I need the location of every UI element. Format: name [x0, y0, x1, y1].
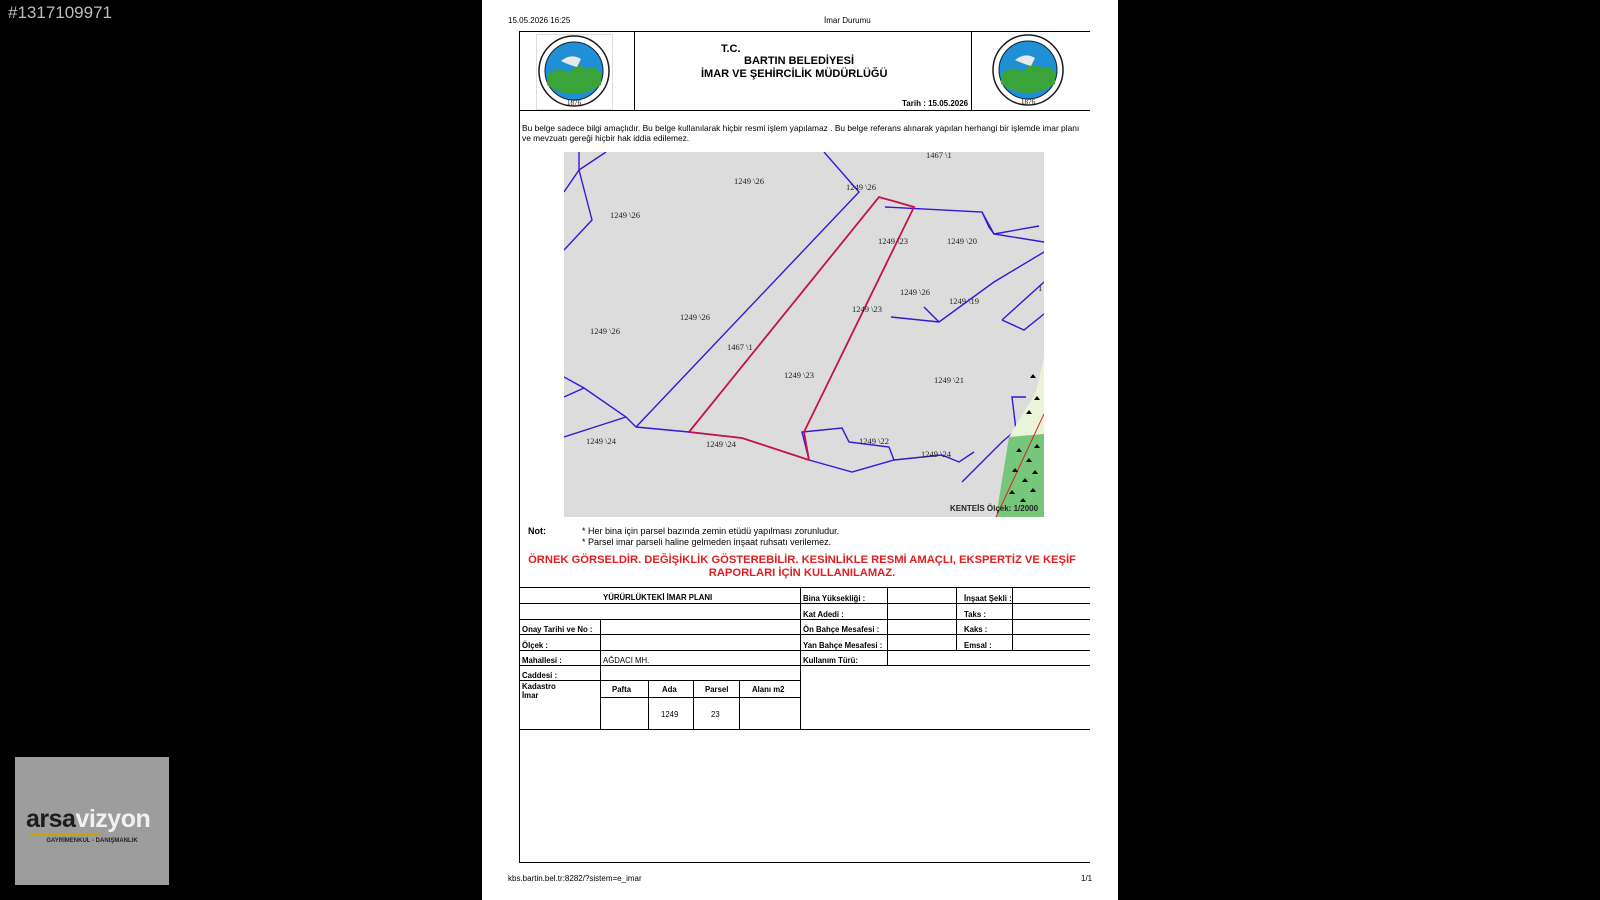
- parcel-lines: [564, 152, 1044, 517]
- footer-url: kbs.bartin.bel.tr:8282/?sistem=e_imar: [508, 874, 642, 883]
- municipality-seal-left: [536, 34, 613, 110]
- olcek-label: Ölçek :: [522, 641, 549, 650]
- parcel-label: 1249 \26: [590, 326, 620, 336]
- col-alan: Alanı m2: [752, 685, 785, 694]
- bina-yuksekligi-label: Bina Yüksekliği :: [803, 594, 866, 603]
- parcel-label: 1249 \20: [947, 236, 977, 246]
- kullanim-turu-label: Kullanım Türü:: [803, 656, 859, 665]
- agency-logo-subtitle: GAYRİMENKUL - DANIŞMANLIK: [46, 838, 138, 844]
- disclaimer-text: Bu belge sadece bilgi amaçlıdır. Bu belge kullanılarak hiçbir resmi işlem yapılamaz . Bu belge referans alınarak yapılan herhangi bir işlemde imar planı ve mevzuatı gereği hiçbir hak iddia edilemez.: [522, 123, 1080, 143]
- parcel-label: 1249 \23: [852, 304, 882, 314]
- parcel-label: 1249 \19: [949, 296, 979, 306]
- parcel-label: 1249 \26: [610, 210, 640, 220]
- parcel-label: 1467 \1: [727, 342, 753, 352]
- agency-logo-name: [26, 805, 150, 834]
- print-datetime: 15.05.2026 16:25: [508, 16, 571, 25]
- divider: [648, 680, 649, 729]
- listing-id: #1317109971: [8, 3, 113, 22]
- insaat-sekli-label: İnşaat Şekli :: [964, 594, 1012, 603]
- emsal-label: Emsal :: [964, 641, 992, 650]
- municipality-seal-right: [991, 34, 1066, 108]
- parcel-label: 1249 \26: [846, 182, 876, 192]
- print-title: İmar Durumu: [824, 16, 871, 25]
- document-page: [482, 0, 1118, 900]
- parcel-label: 1249 \23: [878, 236, 908, 246]
- divider: [956, 587, 957, 650]
- on-bahce-label: Ön Bahçe Mesafesi :: [803, 625, 880, 634]
- divider: [634, 31, 635, 111]
- header-line-2: BARTIN BELEDİYESİ: [744, 55, 855, 67]
- logo-part1: arsa: [26, 805, 76, 833]
- warning-text: ÖRNEK GÖRSELDİR. DEĞİŞİKLİK GÖSTEREBİLİR. KESİNLİKLE RESMİ AMAÇLI, EKSPERTİZ VE KEŞİF RAPORLARI İÇİN KULLANILAMAZ.: [528, 554, 1076, 579]
- header-line-1: T.C.: [721, 43, 741, 55]
- kat-adedi-label: Kat Adedi :: [803, 610, 844, 619]
- parcel-label: 1249 \26: [900, 287, 930, 297]
- parcel-label: 1249 \26: [734, 176, 764, 186]
- divider: [519, 665, 1090, 666]
- yan-bahce-label: Yan Bahçe Mesafesi :: [803, 641, 883, 650]
- imar-label: İmar: [522, 691, 539, 700]
- divider: [519, 680, 800, 681]
- divider: [693, 680, 694, 729]
- header-line-3: İMAR VE ŞEHİRCİLİK MÜDÜRLÜĞÜ: [701, 68, 888, 80]
- divider: [519, 587, 1090, 588]
- divider: [1012, 587, 1013, 650]
- logo-underline: [29, 833, 99, 836]
- parcel-label: 1249 \24: [586, 436, 616, 446]
- divider: [519, 729, 1090, 730]
- cadastral-map: [564, 152, 1044, 517]
- parcel-label: 1249 \21: [934, 375, 964, 385]
- cell-ada: 1249: [661, 710, 679, 719]
- parcel-label: 1249 \24: [921, 449, 951, 459]
- divider: [600, 697, 800, 698]
- parcel-label: 1249 \24: [706, 439, 736, 449]
- divider: [887, 587, 888, 665]
- footer-page-number: 1/1: [1081, 874, 1093, 883]
- cell-parsel: 23: [711, 710, 720, 719]
- map-scale: KENTEİS Ölçek: 1/2000: [950, 504, 1039, 513]
- divider: [519, 634, 1090, 635]
- svg-text:1876: 1876: [567, 99, 581, 107]
- onay-label: Onay Tarihi ve No :: [522, 625, 593, 634]
- parcel-label: 1249 \23: [784, 370, 814, 380]
- logo-part2: vizyon: [75, 805, 151, 833]
- seal-icon: [537, 35, 612, 109]
- plan-section-title: YÜRÜRLÜKTEKİ İMAR PLANI: [603, 593, 713, 602]
- divider: [600, 619, 601, 729]
- divider: [519, 31, 1090, 32]
- col-parsel: Parsel: [705, 685, 729, 694]
- divider: [800, 587, 801, 729]
- divider: [519, 650, 1090, 651]
- agency-logo: [15, 757, 169, 885]
- kaks-label: Kaks :: [964, 625, 988, 634]
- cadde-label: Caddesi :: [522, 671, 558, 680]
- divider: [519, 603, 1090, 604]
- col-pafta: Pafta: [612, 685, 632, 694]
- col-ada: Ada: [662, 685, 677, 694]
- kadastro-label: Kadastro: [522, 682, 556, 691]
- divider: [971, 31, 972, 111]
- divider: [739, 680, 740, 729]
- seal-icon: [991, 34, 1066, 108]
- notes-label: Not:: [528, 526, 546, 536]
- note-item: * Her bina için parsel bazında zemin etüdü yapılması zorunludur.: [582, 526, 840, 536]
- parcel-label: 1467 \1: [926, 152, 952, 160]
- mahalle-label: Mahallesi :: [522, 656, 562, 665]
- parcel-label: 1: [1038, 283, 1043, 293]
- divider: [519, 619, 1090, 620]
- parcel-label: 1249 \26: [680, 312, 710, 322]
- note-item: * Parsel imar parseli haline gelmeden inşaat ruhsatı verilemez.: [582, 537, 832, 547]
- divider: [519, 862, 1090, 863]
- svg-text:1876: 1876: [1021, 98, 1035, 106]
- mahalle-value: AĞDACI MH.: [603, 656, 650, 665]
- taks-label: Taks :: [964, 610, 986, 619]
- header-date: Tarih : 15.05.2026: [902, 99, 969, 108]
- parcel-label: 1249 \22: [859, 436, 889, 446]
